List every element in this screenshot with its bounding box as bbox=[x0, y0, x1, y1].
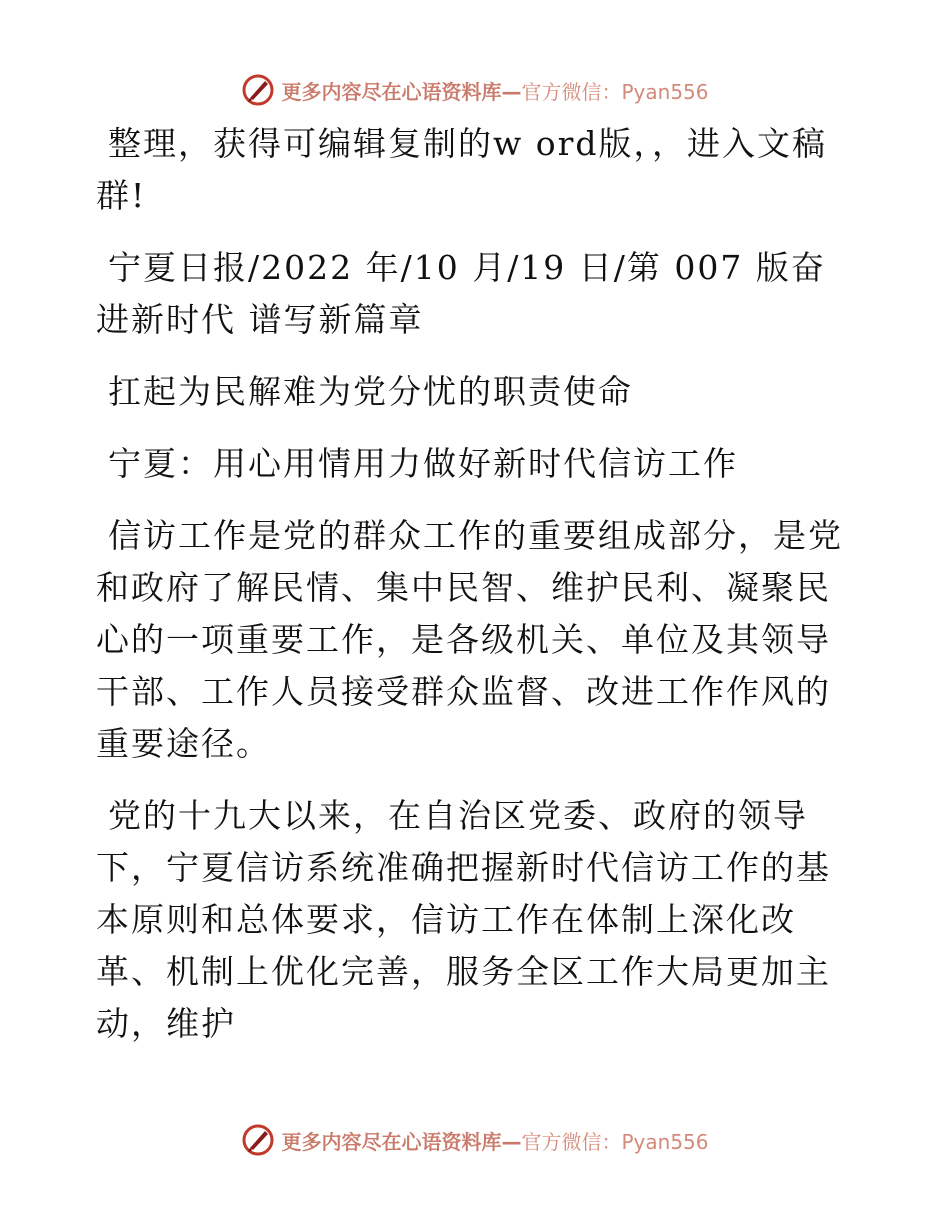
document-body bbox=[96, 118, 856, 1070]
banner-main-text: 更多内容尽在心语资料库 bbox=[281, 79, 502, 104]
paragraph: 整理，获得可编辑复制的w ord版，，进入文稿群! bbox=[96, 124, 828, 215]
banner-dash: — bbox=[501, 1129, 522, 1154]
footer-banner bbox=[0, 1120, 950, 1160]
banner-wechat-label: 官方微信： bbox=[521, 79, 622, 104]
banner-text bbox=[281, 1126, 708, 1155]
paragraph: 宁夏：用心用情用力做好新时代信访工作 bbox=[108, 444, 738, 483]
paragraph: 宁夏日报/2022 年/10 月/19 日/第 007 版奋进新时代 谱写新篇章 bbox=[96, 248, 826, 339]
quill-logo-icon bbox=[241, 73, 275, 107]
header-banner bbox=[0, 70, 950, 110]
banner-wechat-label: 官方微信： bbox=[521, 1129, 622, 1154]
paragraph: 党的十九大以来，在自治区党委、政府的领导下，宁夏信访系统准确把握新时代信访工作的基本原则和总体要求，信访工作在体制上深化改革、机制上优化完善，服务全区工作大局更加主动，维护 bbox=[96, 796, 831, 1043]
quill-logo-icon bbox=[241, 1123, 275, 1157]
banner-wechat-id: Pyan556 bbox=[621, 79, 709, 104]
banner-main-text: 更多内容尽在心语资料库 bbox=[281, 1129, 502, 1154]
paragraph: 信访工作是党的群众工作的重要组成部分，是党和政府了解民情、集中民智、维护民利、凝聚民心的一项重要工作，是各级机关、单位及其领导干部、工作人员接受群众监督、改进工作作风的重要途径。 bbox=[96, 516, 843, 763]
banner-dash: — bbox=[501, 79, 522, 104]
banner-wechat-id: Pyan556 bbox=[621, 1129, 709, 1154]
banner-text bbox=[281, 76, 708, 105]
paragraph: 扛起为民解难为党分忧的职责使命 bbox=[108, 372, 633, 411]
